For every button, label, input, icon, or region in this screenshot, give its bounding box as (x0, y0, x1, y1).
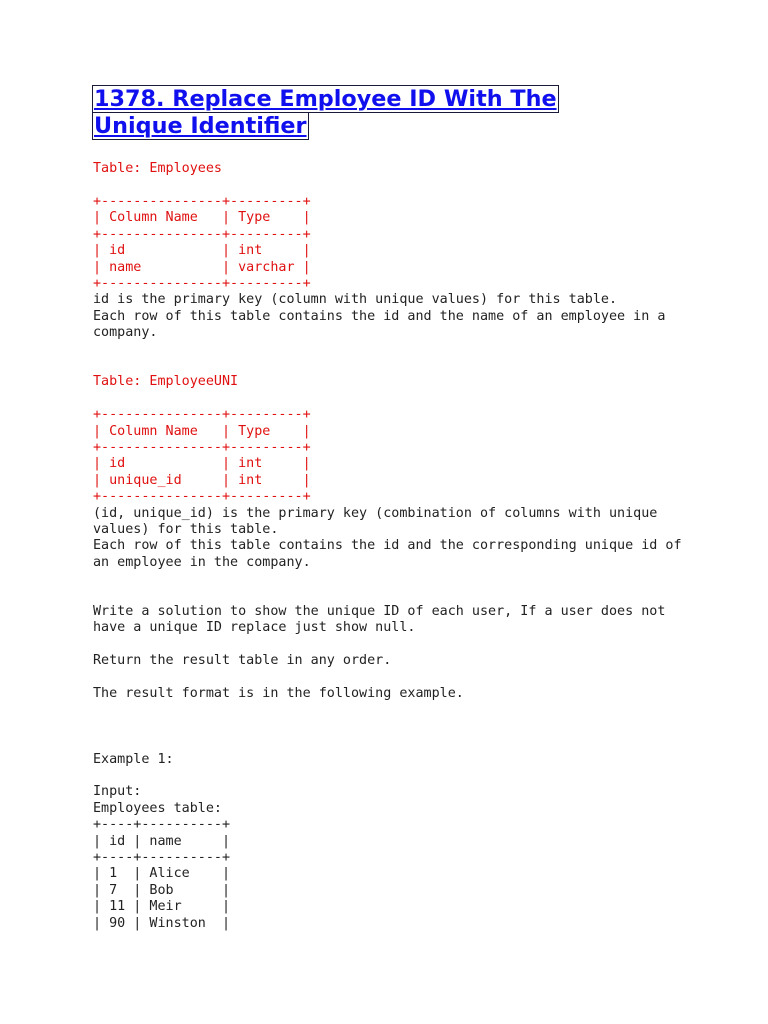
text-line: Each row of this table contains the id and the corresponding unique id of (93, 538, 682, 554)
text-line: Write a solution to show the unique ID of each user, If a user does not (93, 604, 666, 620)
text-block (93, 506, 693, 932)
text-line (93, 178, 693, 194)
text-line (93, 719, 693, 735)
text-line: | id | int | (93, 243, 311, 259)
text-line (93, 571, 693, 587)
text-line (93, 637, 693, 653)
text-block (93, 292, 693, 374)
text-line: Table: Employees (93, 161, 222, 177)
text-line: | 1 | Alice | (93, 866, 231, 882)
text-line: | name | varchar | (93, 259, 311, 275)
text-line: +---------------+---------+ (93, 276, 311, 292)
text-line: (id, unique_id) is the primary key (combination of columns with unique (93, 505, 658, 521)
text-line (93, 391, 693, 407)
text-line (93, 588, 693, 604)
text-line: +----+----------+ (93, 850, 231, 866)
text-line: have a unique ID replace just show null. (93, 620, 416, 636)
text-line (93, 735, 693, 751)
text-line: | id | name | (93, 833, 231, 849)
text-line: | Column Name | Type | (93, 210, 311, 226)
text-line: Each row of this table contains the id and the name of an employee in a (93, 308, 666, 324)
document-body (93, 161, 693, 932)
text-line: Table: EmployeeUNI (93, 374, 239, 390)
text-line: company. (93, 325, 158, 341)
text-line: id is the primary key (column with unique values) for this table. (93, 292, 618, 308)
title-line-2: Unique Identifier (94, 112, 307, 139)
text-line: +---------------+---------+ (93, 489, 311, 505)
text-line: +----+----------+ (93, 817, 231, 833)
text-line: Example 1: (93, 751, 174, 767)
text-line: +---------------+---------+ (93, 440, 311, 456)
text-line: values) for this table. (93, 522, 279, 538)
text-line: | Column Name | Type | (93, 423, 311, 439)
text-line: Input: (93, 784, 142, 800)
schema-block (93, 374, 693, 505)
text-line (93, 342, 693, 358)
text-line (93, 768, 693, 784)
text-line: +---------------+---------+ (93, 226, 311, 242)
text-line: | 90 | Winston | (93, 915, 231, 931)
text-line: | 7 | Bob | (93, 882, 231, 898)
text-line (93, 702, 693, 718)
text-line: The result format is in the following example. (93, 686, 464, 702)
text-line: Employees table: (93, 800, 222, 816)
title-heading (92, 86, 587, 139)
schema-block (93, 161, 693, 292)
text-line: Return the result table in any order. (93, 653, 392, 669)
text-line: +---------------+---------+ (93, 407, 311, 423)
text-line: | unique_id | int | (93, 472, 311, 488)
text-line: | id | int | (93, 456, 311, 472)
text-line: +---------------+---------+ (93, 193, 311, 209)
text-line: an employee in the company. (93, 554, 311, 570)
text-line (93, 358, 693, 374)
document-page (93, 86, 693, 932)
text-line: | 11 | Meir | (93, 899, 231, 915)
title-link[interactable] (92, 85, 559, 140)
text-line (93, 670, 693, 686)
title-line-1: 1378. Replace Employee ID With The (94, 86, 557, 112)
